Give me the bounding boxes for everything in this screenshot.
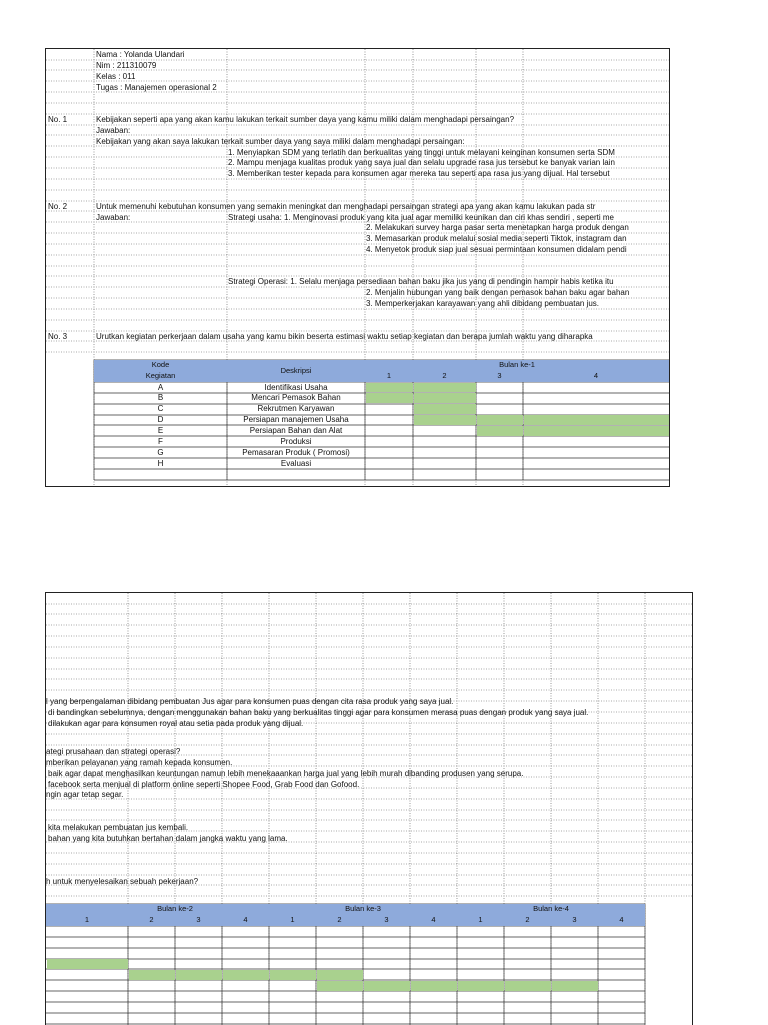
activity-description: Mencari Pemasok Bahan (251, 393, 341, 403)
gantt-cell-filled (524, 426, 669, 436)
table-header-bulan-2 (81, 904, 269, 915)
bulan-3-label: Bulan ke-3 (345, 904, 381, 913)
q1-point-2: 2. Mampu menjaga kualitas produk yang saya jual dan selalu upgrade rasa jus tersebut ke banyak varian lain (228, 158, 615, 167)
q2-answer-label: Jawaban: (96, 213, 131, 222)
q2-number: No. 2 (48, 202, 68, 211)
week-header-3: 3 (476, 371, 523, 382)
gantt-cell-filled (414, 393, 476, 403)
week-header-6: 2 (128, 915, 175, 926)
gantt-cell-filled (176, 970, 222, 980)
table-header-kode (94, 360, 227, 382)
sheet-page-1 (45, 48, 670, 487)
q2-strategi-operasi-3: 3. Memperkerjakan karayawan yang ahli dibidang pembuatan jus. (366, 299, 600, 308)
week-header-5: 1 (46, 915, 128, 926)
activity-description: Produksi (280, 437, 312, 446)
bulan-4-label: Bulan ke-4 (533, 904, 569, 913)
gantt-cell-filled (47, 959, 128, 969)
activity-code: A (157, 382, 164, 392)
gantt-cell-filled (477, 415, 523, 425)
continuation-line-11: h untuk menyelesaikan sebuah pekerjaan? (46, 877, 199, 886)
gantt-cell-filled (317, 970, 363, 980)
table-header-deskripsi (227, 360, 365, 382)
gantt-cell-filled (129, 970, 175, 980)
week-header-4: 4 (523, 371, 669, 382)
activity-code: B (157, 393, 164, 403)
activity-description: Rekrutmen Karyawan (257, 404, 335, 414)
gantt-cell-filled (414, 383, 476, 393)
gantt-cell-filled (414, 404, 476, 414)
activity-code: C (157, 404, 164, 414)
sheet-page-2 (45, 592, 693, 1025)
continuation-line-1: l yang berpengalaman dibidang pembuatan Jus agar para konsumen puas dengan cita rasa produk yang saya jual. (46, 697, 454, 706)
continuation-line-2: di bandingkan sebelumnya, dengan menggunakan bahan baku yang berkualitas tinggi agar para konsumen merasa puas dengan produk yang saya jual. (48, 708, 589, 717)
week-header-14: 2 (504, 915, 551, 926)
grid-lines-page-2 (46, 593, 692, 1025)
bulan-2-label: Bulan ke-2 (157, 904, 193, 913)
activity-description: Evaluasi (280, 458, 312, 468)
continuation-line-8: ngin agar tetap segar. (46, 790, 124, 799)
activity-code: D (157, 415, 164, 425)
q3-question: Urutkan kegiatan perkerjaan dalam usaha yang kamu bikin beserta estimasi waktu setiap kegiatan dan berapa jumlah waktu yang diharapka (96, 332, 593, 341)
week-header-13: 1 (457, 915, 504, 926)
gantt-cell-filled (317, 981, 363, 991)
q1-question: Kebijakan seperti apa yang akan kamu lakukan terkait sumber daya yang kamu miliki dalam menghadapi persaingan? (96, 115, 515, 124)
gantt-cell-filled (458, 981, 504, 991)
kegiatan-label: Kegiatan (145, 370, 176, 380)
q1-number: No. 1 (48, 115, 68, 124)
activity-code: G (157, 447, 164, 457)
bulan-1-label: Bulan ke-1 (499, 360, 535, 369)
activity-description: Pemasaran Produk ( Promosi) (242, 447, 350, 457)
q1-answer-label: Jawaban: (96, 126, 131, 135)
assignment-title: Tugas : Manajemen operasional 2 (96, 83, 217, 92)
gantt-cell-filled (411, 981, 457, 991)
week-header-7: 3 (175, 915, 222, 926)
deskripsi-label: Deskripsi (280, 366, 312, 375)
gantt-cell-filled (505, 981, 551, 991)
student-nim: Nim : 211310079 (96, 61, 157, 70)
continuation-line-5: mberikan pelayanan yang ramah kepada konsumen. (46, 758, 233, 767)
gantt-cell-filled (552, 981, 598, 991)
table-header-bulan-1 (365, 360, 669, 371)
q2-strategi-usaha-4: 4. Menyetok produk siap jual sesuai permintaan konsumen didalam pendi (366, 245, 627, 254)
activity-code: H (157, 458, 164, 468)
q2-strategi-operasi-1: Strategi Operasi: 1. Selalu menjaga persediaan bahan baku jika jus yang di pendingin hampir habis ketika itu (228, 277, 614, 286)
week-header-15: 3 (551, 915, 598, 926)
continuation-line-9: kita melakukan pembuatan jus kembali. (48, 823, 189, 832)
table-header-bulan-3 (269, 904, 457, 915)
q2-strategi-usaha-3: 3. Memasarkan produk melalui sosial media seperti Tiktok, instagram dan (366, 234, 627, 243)
continuation-line-3: dilakukan agar para konsumen royal atau setia pada produk yang dijual. (48, 719, 304, 728)
activity-description: Identifikasi Usaha (264, 382, 328, 392)
q1-answer-intro: Kebijakan yang akan saya lakukan terkait sumber daya yang saya miliki dalam menghadapi persaingan: (96, 137, 465, 146)
week-header-9: 1 (269, 915, 316, 926)
kode-label: Kode (151, 360, 170, 369)
week-header-10: 2 (316, 915, 363, 926)
q2-strategi-operasi-2: 2. Menjalin hubungan yang baik dengan pemasok bahan baku agar bahan (366, 288, 630, 297)
continuation-line-6: baik agar dapat menghasilkan keuntungan namun lebih menekaaankan harga jual yang lebih murah dibanding produsen yang serupa. (48, 769, 524, 778)
student-name: Nama : Yolanda Ulandari (96, 50, 185, 59)
gantt-cell-filled (414, 415, 476, 425)
continuation-line-4: ategi prusahaan dan strategi operasi? (46, 747, 181, 756)
continuation-line-10: bahan yang kita butuhkan bertahan dalam jangka waktu yang lama. (48, 834, 288, 843)
q2-strategi-usaha-2: 2. Melakukan survey harga pasar serta menetapkan harga produk dengan (366, 223, 629, 232)
student-class: Kelas : 011 (96, 72, 136, 81)
continuation-line-7: facebook serta menjual di platform online seperti Shopee Food, Grab Food dan Gofood. (48, 780, 360, 789)
activity-description: Persiapan Bahan dan Alat (249, 426, 343, 436)
gantt-cell-filled (270, 970, 316, 980)
week-header-12: 4 (410, 915, 457, 926)
gantt-cell-filled (366, 383, 413, 393)
activity-code: E (157, 426, 164, 436)
q3-number: No. 3 (48, 332, 68, 341)
table-header-bulan-1-continued (46, 904, 81, 915)
gantt-cell-filled (364, 981, 410, 991)
gantt-cell-filled (477, 426, 523, 436)
gantt-cell-filled (223, 970, 269, 980)
q2-strategi-usaha-1: Strategi usaha: 1. Menginovasi produk yang kita jual agar memiliki keunikan dan ciri khas sendiri , seperti me (228, 213, 614, 222)
q2-question: Untuk memenuhi kebutuhan konsumen yang semakin meningkat dan menghadapi persaingan strategi apa yang akan kamu lakukan pada str (96, 202, 596, 211)
table-header-bulan-4 (457, 904, 645, 915)
week-header-8: 4 (222, 915, 269, 926)
week-header-16: 4 (598, 915, 645, 926)
activity-code: F (158, 437, 163, 446)
q1-point-3: 3. Memberikan tester kepada para konsumen agar mereka tau seperti apa rasa jus yang dijual. Hal tersebut (228, 169, 610, 178)
activity-description: Persiapan manajemen Usaha (243, 415, 349, 425)
q1-point-1: 1. Menyiapkan SDM yang terlatih dan berkualitas yang tinggi untuk melayani keinginan konsumen serta SDM (228, 148, 615, 157)
week-header-2: 2 (413, 371, 476, 382)
gantt-cell-filled (524, 415, 669, 425)
week-header-11: 3 (363, 915, 410, 926)
week-header-1: 1 (365, 371, 413, 382)
gantt-cell-filled (366, 393, 413, 403)
